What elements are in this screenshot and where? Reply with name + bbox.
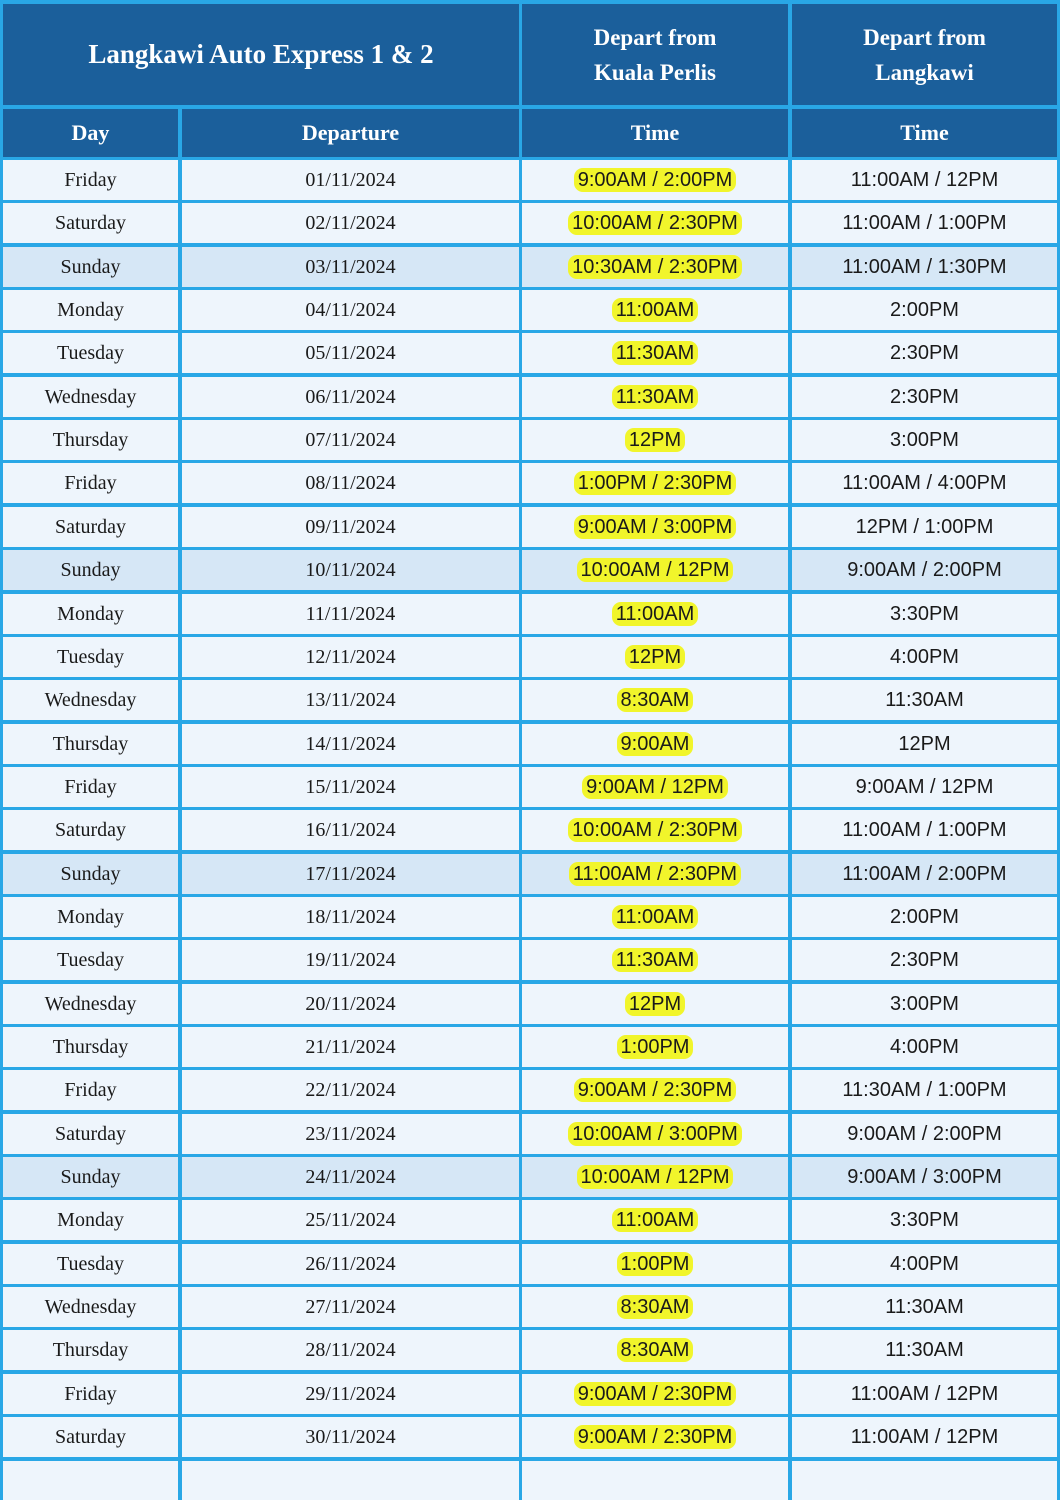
cell-time-kuala-perlis: [522, 290, 788, 330]
cell-date: [182, 1330, 519, 1370]
highlighted-time: 10:00AM / 2:30PM: [568, 818, 742, 842]
highlighted-time: 10:00AM / 12PM: [577, 1165, 734, 1189]
cell-time-kuala-perlis: [522, 810, 788, 850]
cell-time-langkawi: [792, 1244, 1057, 1284]
cell-date-text: 18/11/2024: [305, 905, 396, 928]
table-title: Langkawi Auto Express 1 & 2: [3, 4, 519, 105]
cell-time-langkawi-text: 2:30PM: [890, 948, 959, 971]
cell-day-text: Wednesday: [44, 385, 137, 408]
highlighted-time: 11:30AM: [612, 341, 699, 365]
cell-date: [182, 1417, 519, 1457]
highlighted-time: 8:30AM: [617, 1338, 694, 1362]
cell-date-text: 02/11/2024: [305, 211, 396, 234]
cell-time-langkawi-text: 11:30AM: [885, 1338, 964, 1361]
highlighted-time: 10:00AM / 2:30PM: [568, 211, 742, 235]
cell-day-text: Sunday: [60, 255, 121, 278]
cell-time-langkawi: [792, 160, 1057, 200]
cell-day-text: Saturday: [54, 1122, 127, 1145]
cell-date: [182, 1157, 519, 1197]
cell-day: [3, 1287, 178, 1327]
cell-time-langkawi: [792, 680, 1057, 720]
cell-date-text: 04/11/2024: [305, 298, 396, 321]
cell-day: [3, 897, 178, 937]
cell-date-text: 27/11/2024: [305, 1295, 396, 1318]
cell-day-text: Friday: [64, 775, 117, 798]
cell-date-text: 21/11/2024: [305, 1035, 396, 1058]
cell-time-kuala-perlis: [522, 1330, 788, 1370]
cell-day: [3, 247, 178, 287]
cell-time-langkawi-text: 11:00AM / 12PM: [850, 168, 999, 191]
highlighted-time: 1:00PM: [617, 1035, 694, 1059]
cell-day-text: Saturday: [54, 1425, 127, 1448]
cell-time-kuala-perlis: [522, 1287, 788, 1327]
cell-date-text: 15/11/2024: [305, 775, 396, 798]
cell-day-text: Sunday: [60, 558, 121, 581]
cell-date-text: 03/11/2024: [305, 255, 396, 278]
cell-date-text: 11/11/2024: [305, 602, 396, 625]
cell-date-text: 16/11/2024: [305, 818, 396, 841]
cell-date-text: 20/11/2024: [305, 992, 396, 1015]
cell-time-langkawi-text: 11:30AM: [885, 1295, 964, 1318]
cell-time-langkawi: [792, 1461, 1057, 1500]
cell-time-langkawi-text: 9:00AM / 2:00PM: [847, 1122, 1002, 1145]
cell-date: [182, 247, 519, 287]
highlighted-time: 10:30AM / 2:30PM: [568, 255, 742, 279]
cell-time-langkawi-text: 2:00PM: [890, 298, 959, 321]
cell-time-langkawi-text: 9:00AM / 12PM: [855, 775, 994, 798]
cell-day-text: Wednesday: [44, 1295, 137, 1318]
cell-time-langkawi-text: 3:00PM: [890, 992, 959, 1015]
cell-day: [3, 1070, 178, 1110]
cell-date: [182, 507, 519, 547]
cell-time-langkawi: [792, 724, 1057, 764]
cell-date: [182, 1027, 519, 1067]
cell-time-langkawi: [792, 550, 1057, 590]
highlighted-time: 10:00AM / 12PM: [577, 558, 734, 582]
cell-date: [182, 984, 519, 1024]
cell-time-kuala-perlis: [522, 1374, 788, 1414]
cell-date: [182, 333, 519, 373]
header-depart-langkawi-line1: Depart from: [863, 24, 986, 50]
cell-date: [182, 1287, 519, 1327]
highlighted-time: 11:00AM: [612, 298, 699, 322]
cell-time-langkawi: [792, 594, 1057, 634]
column-header-time-kuala-perlis: Time: [522, 109, 788, 157]
cell-day-text: Friday: [64, 1078, 117, 1101]
cell-date: [182, 637, 519, 677]
cell-time-langkawi: [792, 1417, 1057, 1457]
cell-day: [3, 637, 178, 677]
cell-time-kuala-perlis: [522, 897, 788, 937]
cell-date-text: 10/11/2024: [305, 558, 396, 581]
cell-time-kuala-perlis: [522, 420, 788, 460]
cell-date: [182, 420, 519, 460]
cell-day: [3, 333, 178, 373]
highlighted-time: 9:00AM / 2:30PM: [574, 1382, 737, 1406]
cell-day-text: Sunday: [60, 1165, 121, 1188]
cell-time-langkawi: [792, 333, 1057, 373]
highlighted-time: 10:00AM / 3:00PM: [568, 1122, 742, 1146]
highlighted-time: 9:00AM / 2:00PM: [574, 168, 737, 192]
cell-time-langkawi: [792, 463, 1057, 503]
cell-date-text: 26/11/2024: [305, 1252, 396, 1275]
cell-date: [182, 897, 519, 937]
cell-time-langkawi: [792, 1070, 1057, 1110]
cell-day-text: Wednesday: [44, 992, 137, 1015]
cell-date-text: 14/11/2024: [305, 732, 396, 755]
cell-time-langkawi: [792, 1114, 1057, 1154]
cell-time-langkawi: [792, 854, 1057, 894]
cell-time-langkawi: [792, 203, 1057, 243]
cell-date: [182, 1070, 519, 1110]
highlighted-time: 12PM: [625, 992, 685, 1016]
highlighted-time: 11:30AM: [612, 385, 699, 409]
cell-day: [3, 1157, 178, 1197]
cell-day-text: Tuesday: [56, 645, 125, 668]
cell-time-langkawi-text: 11:00AM / 1:00PM: [842, 818, 1007, 841]
cell-time-langkawi-text: 4:00PM: [890, 645, 959, 668]
cell-time-langkawi: [792, 247, 1057, 287]
cell-time-kuala-perlis: [522, 594, 788, 634]
cell-time-langkawi-text: 9:00AM / 3:00PM: [847, 1165, 1002, 1188]
cell-day: [3, 1374, 178, 1414]
cell-time-langkawi: [792, 637, 1057, 677]
highlighted-time: 11:00AM / 2:30PM: [569, 862, 741, 886]
cell-day: [3, 594, 178, 634]
cell-date-text: 25/11/2024: [305, 1208, 396, 1231]
cell-time-langkawi: [792, 940, 1057, 980]
cell-time-langkawi-text: 3:30PM: [890, 1208, 959, 1231]
cell-date: [182, 680, 519, 720]
cell-time-langkawi: [792, 767, 1057, 807]
highlighted-time: 9:00AM / 2:30PM: [574, 1425, 737, 1449]
cell-date-text: 24/11/2024: [305, 1165, 396, 1188]
highlighted-time: 11:00AM: [612, 905, 699, 929]
cell-day-text: Monday: [57, 905, 124, 928]
cell-time-kuala-perlis: [522, 507, 788, 547]
cell-date: [182, 594, 519, 634]
cell-date: [182, 1461, 519, 1500]
cell-time-kuala-perlis: [522, 203, 788, 243]
cell-day-text: Tuesday: [56, 341, 125, 364]
header-depart-langkawi: [792, 4, 1057, 105]
cell-time-kuala-perlis: [522, 680, 788, 720]
cell-day: [3, 203, 178, 243]
cell-date-text: 07/11/2024: [305, 428, 396, 451]
cell-time-kuala-perlis: [522, 1157, 788, 1197]
cell-time-kuala-perlis: [522, 637, 788, 677]
cell-day: [3, 377, 178, 417]
cell-time-langkawi-text: 12PM: [898, 732, 951, 755]
cell-day: [3, 1417, 178, 1457]
cell-day-text: Saturday: [54, 211, 127, 234]
cell-date: [182, 1374, 519, 1414]
cell-date: [182, 940, 519, 980]
cell-date-text: 30/11/2024: [305, 1425, 396, 1448]
cell-date-text: 01/11/2024: [305, 168, 396, 191]
cell-day: [3, 680, 178, 720]
cell-time-langkawi-text: 11:00AM / 1:00PM: [842, 211, 1007, 234]
cell-time-langkawi-text: 11:30AM: [885, 688, 964, 711]
highlighted-time: 9:00AM: [617, 732, 694, 756]
cell-day: [3, 854, 178, 894]
cell-time-kuala-perlis: [522, 767, 788, 807]
cell-day: [3, 1027, 178, 1067]
cell-time-langkawi-text: 11:00AM / 12PM: [850, 1382, 999, 1405]
cell-time-kuala-perlis: [522, 463, 788, 503]
cell-day: [3, 160, 178, 200]
cell-day-text: Tuesday: [56, 948, 125, 971]
cell-date: [182, 1200, 519, 1240]
cell-time-langkawi-text: 3:00PM: [890, 428, 959, 451]
cell-time-langkawi-text: 11:00AM / 2:00PM: [842, 862, 1007, 885]
cell-day: [3, 1114, 178, 1154]
cell-day-text: Friday: [64, 168, 117, 191]
cell-date: [182, 550, 519, 590]
cell-date-text: 05/11/2024: [305, 341, 396, 364]
highlighted-time: 11:00AM: [612, 1208, 699, 1232]
highlighted-time: 1:00PM / 2:30PM: [574, 471, 737, 495]
column-header-time-langkawi: Time: [792, 109, 1057, 157]
cell-time-langkawi-text: 4:00PM: [890, 1252, 959, 1275]
cell-date-text: 19/11/2024: [305, 948, 396, 971]
cell-time-kuala-perlis: [522, 1417, 788, 1457]
highlighted-time: 9:00AM / 12PM: [582, 775, 728, 799]
cell-time-kuala-perlis: [522, 1070, 788, 1110]
header-depart-kuala-perlis: [522, 4, 788, 105]
header-depart-langkawi-line2: Langkawi: [875, 59, 974, 85]
cell-date: [182, 203, 519, 243]
cell-date-text: 12/11/2024: [305, 645, 396, 668]
cell-day: [3, 724, 178, 764]
highlighted-time: 12PM: [625, 645, 685, 669]
cell-time-langkawi: [792, 810, 1057, 850]
cell-day-text: Friday: [64, 1382, 117, 1405]
cell-day: [3, 290, 178, 330]
cell-day: [3, 420, 178, 460]
cell-day: [3, 1200, 178, 1240]
cell-time-kuala-perlis: [522, 160, 788, 200]
cell-day-text: Saturday: [54, 818, 127, 841]
cell-time-langkawi-text: 11:00AM / 1:30PM: [842, 255, 1007, 278]
cell-date: [182, 1244, 519, 1284]
cell-date: [182, 767, 519, 807]
cell-date: [182, 377, 519, 417]
cell-day-text: Thursday: [52, 732, 129, 755]
cell-day-text: Thursday: [52, 1035, 129, 1058]
cell-day-text: Thursday: [52, 1338, 129, 1361]
cell-time-langkawi: [792, 420, 1057, 460]
cell-day-text: Monday: [57, 1208, 124, 1231]
cell-day: [3, 940, 178, 980]
cell-day-text: Tuesday: [56, 1252, 125, 1275]
cell-time-langkawi-text: 12PM / 1:00PM: [855, 515, 994, 538]
cell-day: [3, 767, 178, 807]
cell-time-kuala-perlis: [522, 854, 788, 894]
cell-date-text: 13/11/2024: [305, 688, 396, 711]
cell-time-langkawi: [792, 377, 1057, 417]
cell-date-text: 09/11/2024: [305, 515, 396, 538]
cell-time-langkawi: [792, 1200, 1057, 1240]
cell-date: [182, 810, 519, 850]
cell-time-langkawi: [792, 507, 1057, 547]
cell-date: [182, 854, 519, 894]
column-header-departure: Departure: [182, 109, 519, 157]
highlighted-time: 9:00AM / 3:00PM: [574, 515, 737, 539]
cell-date-text: 29/11/2024: [305, 1382, 396, 1405]
cell-date-text: 22/11/2024: [305, 1078, 396, 1101]
cell-time-langkawi: [792, 1287, 1057, 1327]
cell-day-text: Friday: [64, 471, 117, 494]
cell-date-text: 08/11/2024: [305, 471, 396, 494]
cell-date: [182, 290, 519, 330]
cell-time-kuala-perlis: [522, 247, 788, 287]
highlighted-time: 11:30AM: [612, 948, 699, 972]
cell-day: [3, 1244, 178, 1284]
cell-time-langkawi-text: 2:30PM: [890, 341, 959, 364]
highlighted-time: 8:30AM: [617, 688, 694, 712]
cell-time-kuala-perlis: [522, 550, 788, 590]
cell-day: [3, 810, 178, 850]
column-header-day: Day: [3, 109, 178, 157]
cell-time-langkawi: [792, 1374, 1057, 1414]
cell-date-text: 17/11/2024: [305, 862, 396, 885]
cell-time-langkawi-text: 11:30AM / 1:00PM: [842, 1078, 1007, 1101]
cell-day: [3, 1330, 178, 1370]
cell-day: [3, 463, 178, 503]
cell-day-text: Monday: [57, 298, 124, 321]
cell-date: [182, 724, 519, 764]
cell-date: [182, 160, 519, 200]
cell-time-langkawi-text: 11:00AM / 4:00PM: [842, 471, 1007, 494]
cell-time-kuala-perlis: [522, 940, 788, 980]
cell-time-kuala-perlis: [522, 377, 788, 417]
highlighted-time: 12PM: [625, 428, 685, 452]
cell-time-kuala-perlis: [522, 1200, 788, 1240]
cell-day: [3, 507, 178, 547]
cell-day-text: Monday: [57, 602, 124, 625]
cell-time-kuala-perlis: [522, 1244, 788, 1284]
cell-time-kuala-perlis: [522, 1027, 788, 1067]
cell-date: [182, 1114, 519, 1154]
header-depart-kuala-perlis-line1: Depart from: [593, 24, 717, 50]
cell-date-text: 23/11/2024: [305, 1122, 396, 1145]
cell-day: [3, 1461, 178, 1500]
cell-time-kuala-perlis: [522, 1114, 788, 1154]
cell-day-text: Sunday: [60, 862, 121, 885]
cell-date-text: 06/11/2024: [305, 385, 396, 408]
cell-time-langkawi: [792, 984, 1057, 1024]
cell-time-kuala-perlis: [522, 333, 788, 373]
cell-time-langkawi: [792, 290, 1057, 330]
cell-time-langkawi-text: 11:00AM / 12PM: [850, 1425, 999, 1448]
highlighted-time: 11:00AM: [612, 602, 699, 626]
cell-day: [3, 550, 178, 590]
cell-time-langkawi: [792, 1027, 1057, 1067]
highlighted-time: 1:00PM: [617, 1252, 694, 1276]
cell-time-langkawi: [792, 1157, 1057, 1197]
cell-date-text: 28/11/2024: [305, 1338, 396, 1361]
cell-day: [3, 984, 178, 1024]
cell-time-langkawi-text: 2:30PM: [890, 385, 959, 408]
cell-time-kuala-perlis: [522, 1461, 788, 1500]
cell-time-kuala-perlis: [522, 724, 788, 764]
highlighted-time: 9:00AM / 2:30PM: [574, 1078, 737, 1102]
cell-day-text: Thursday: [52, 428, 129, 451]
cell-time-kuala-perlis: [522, 984, 788, 1024]
highlighted-time: 8:30AM: [617, 1295, 694, 1319]
header-depart-kuala-perlis-line2: Kuala Perlis: [593, 59, 717, 85]
cell-time-langkawi-text: 9:00AM / 2:00PM: [847, 558, 1002, 581]
cell-day-text: Saturday: [54, 515, 127, 538]
cell-date: [182, 463, 519, 503]
cell-time-langkawi-text: 2:00PM: [890, 905, 959, 928]
cell-day-text: Wednesday: [44, 688, 137, 711]
cell-time-langkawi-text: 3:30PM: [890, 602, 959, 625]
cell-time-langkawi: [792, 897, 1057, 937]
cell-time-langkawi: [792, 1330, 1057, 1370]
cell-time-langkawi-text: 4:00PM: [890, 1035, 959, 1058]
